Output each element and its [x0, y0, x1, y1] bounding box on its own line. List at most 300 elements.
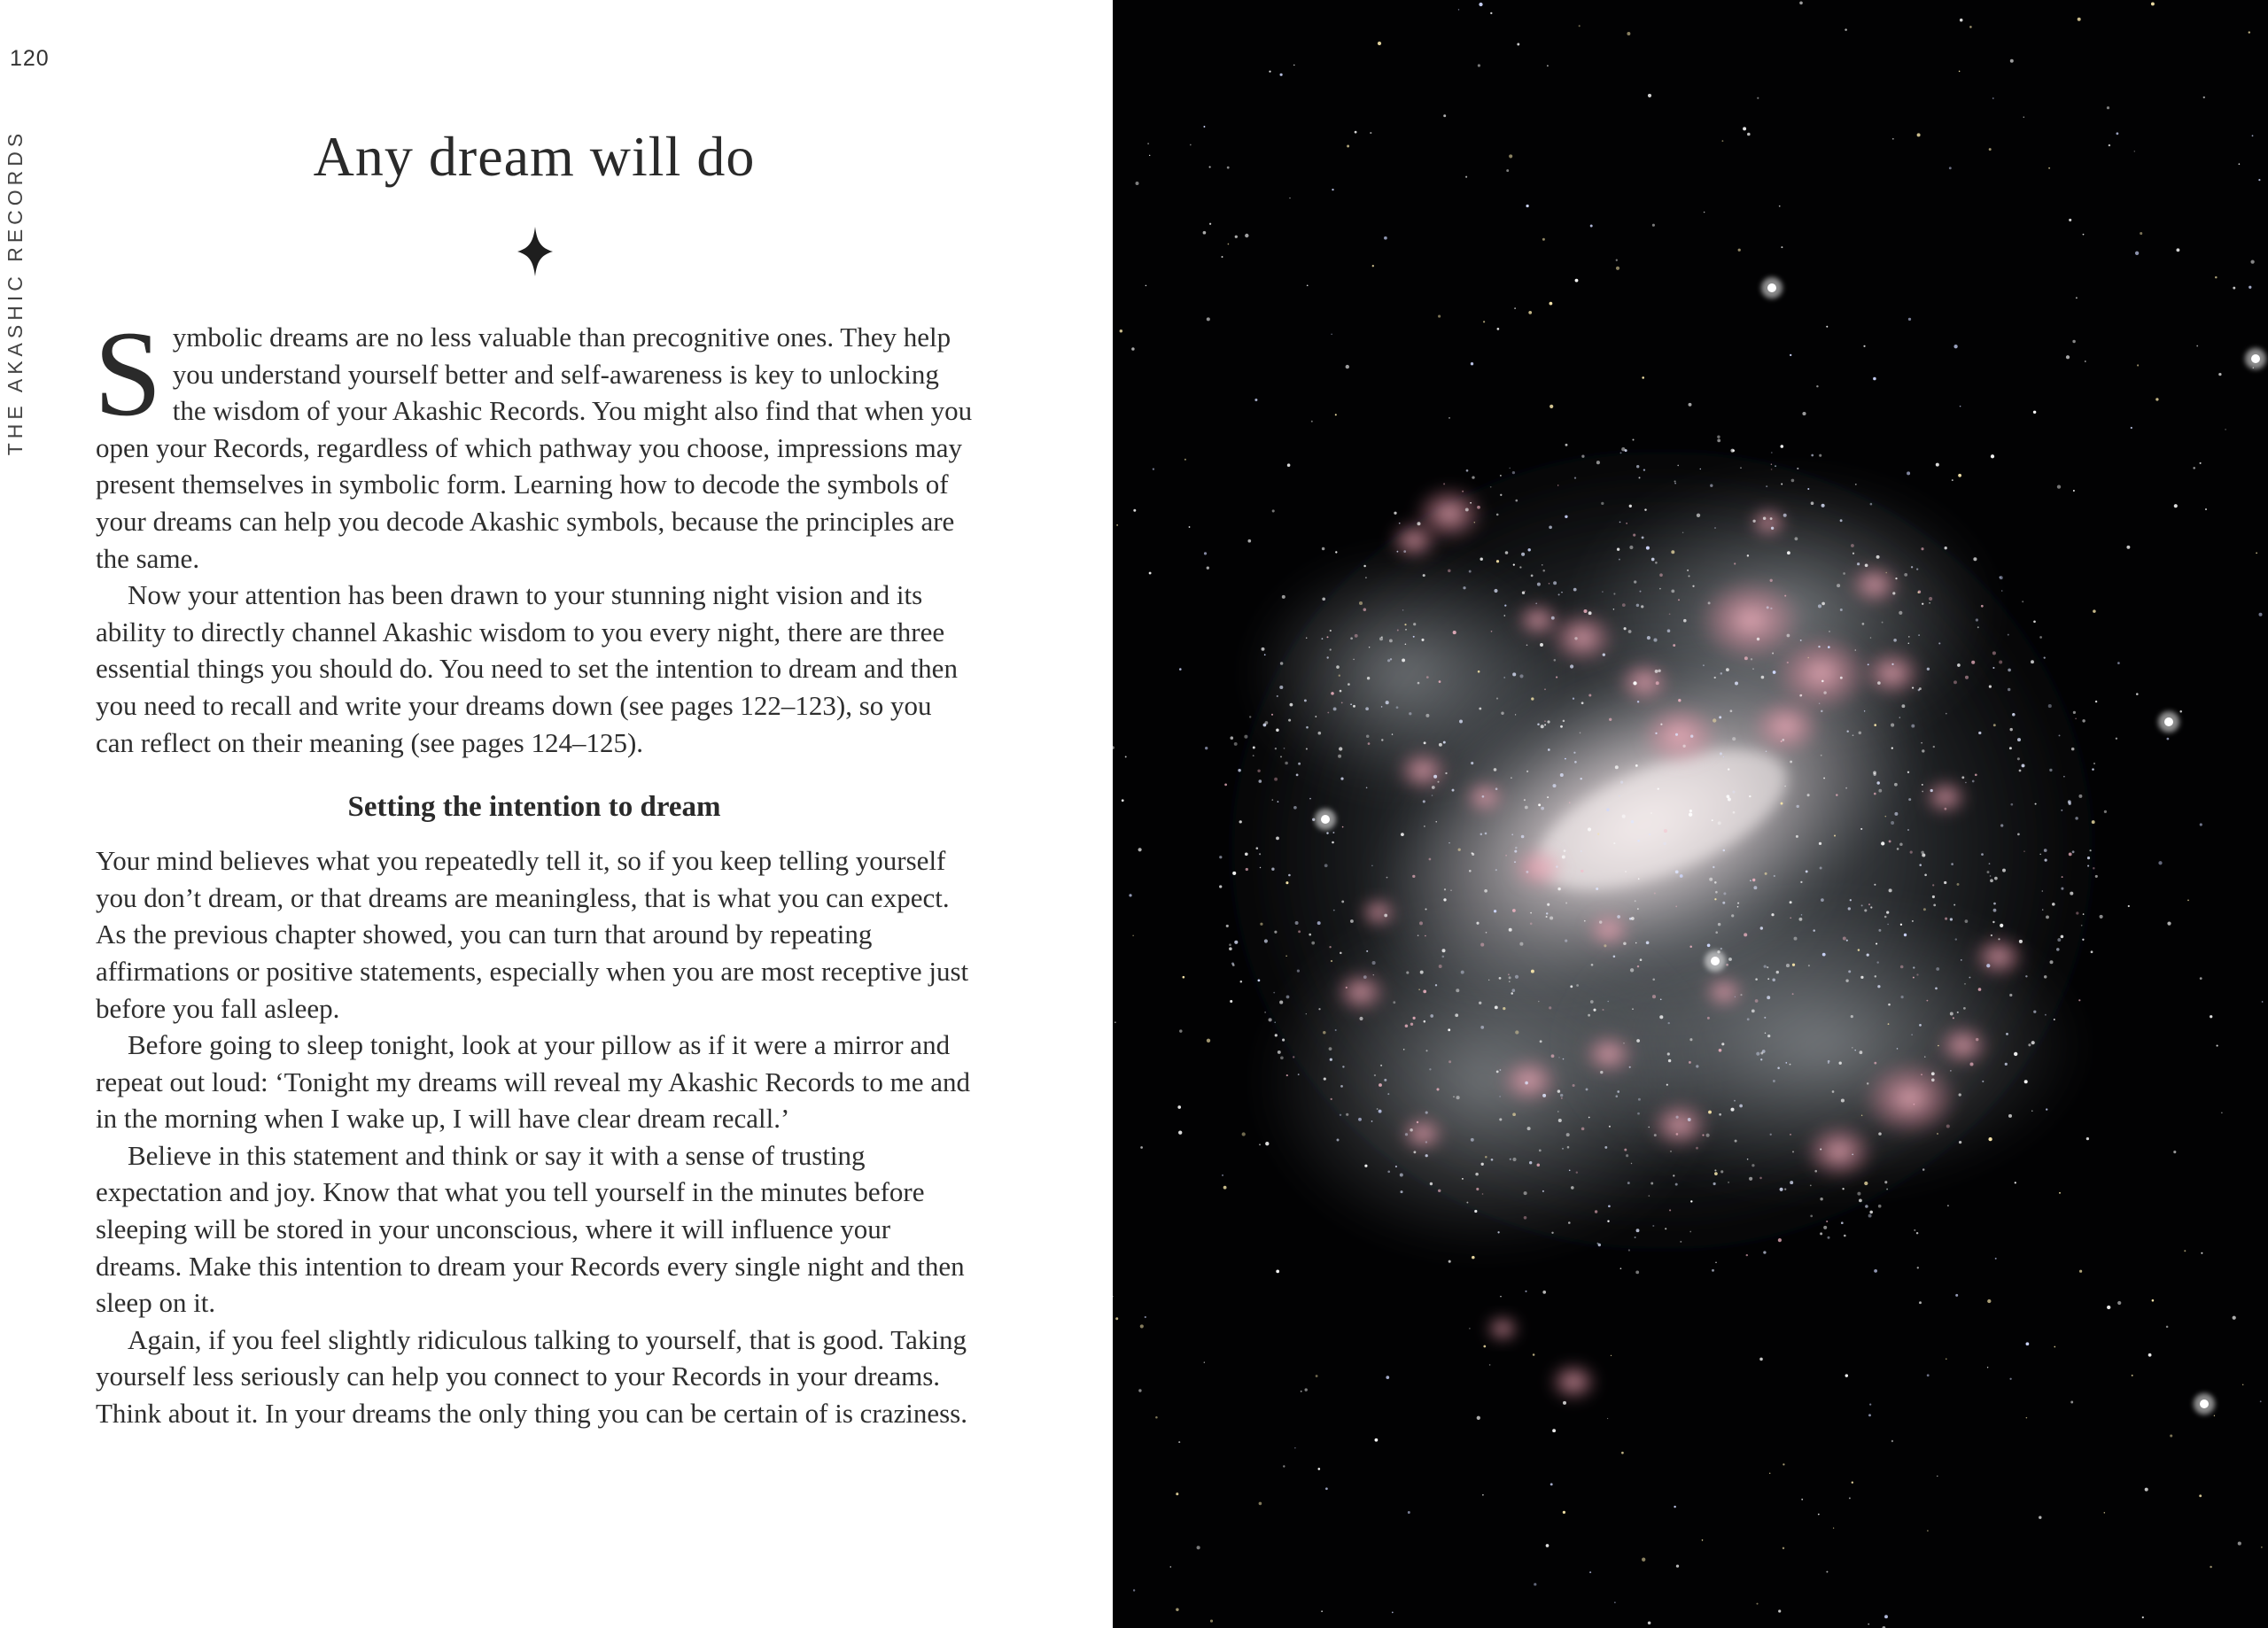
galaxy-speckle — [1737, 903, 1739, 904]
background-star — [1392, 1612, 1394, 1614]
galaxy-speckle — [1332, 832, 1334, 833]
star-forming-region — [1641, 704, 1719, 766]
galaxy-speckle — [1439, 743, 1442, 747]
galaxy-speckle — [2073, 711, 2076, 714]
background-star — [2117, 662, 2120, 664]
galaxy-speckle — [1276, 836, 1279, 840]
galaxy-speckle — [1638, 878, 1640, 880]
galaxy-speckle — [1438, 1190, 1441, 1192]
galaxy-speckle — [1359, 1017, 1363, 1020]
background-star — [1285, 881, 1288, 884]
background-star — [1138, 848, 1142, 851]
galaxy-speckle — [1586, 1088, 1588, 1090]
galaxy-speckle — [1644, 508, 1646, 510]
galaxy-speckle — [1921, 547, 1923, 550]
galaxy-speckle — [1772, 979, 1775, 982]
background-star — [1908, 636, 1910, 638]
galaxy-speckle — [1755, 978, 1758, 981]
galaxy-speckle — [1519, 566, 1521, 568]
galaxy-speckle — [1491, 631, 1493, 632]
galaxy-speckle — [1558, 1119, 1562, 1122]
background-star — [2170, 1434, 2172, 1437]
galaxy-speckle — [1673, 1174, 1674, 1176]
galaxy-speckle — [1878, 1205, 1882, 1208]
galaxy-speckle — [1987, 871, 1990, 873]
galaxy-speckle — [1581, 870, 1583, 872]
background-star — [1885, 572, 1887, 574]
galaxy-speckle — [1433, 775, 1437, 779]
galaxy-speckle — [1718, 821, 1721, 825]
galaxy-speckle — [1590, 1000, 1594, 1004]
galaxy-speckle — [1465, 508, 1469, 511]
galaxy-speckle — [1932, 884, 1934, 886]
galaxy-speckle — [1728, 1182, 1729, 1183]
galaxy-speckle — [1715, 931, 1718, 934]
galaxy-speckle — [1800, 640, 1802, 641]
galaxy-speckle — [1456, 1096, 1460, 1099]
galaxy-speckle — [1652, 1225, 1654, 1227]
galaxy-speckle — [2078, 999, 2080, 1001]
galaxy-speckle — [1749, 795, 1751, 797]
galaxy-speckle — [1405, 629, 1407, 631]
galaxy-speckle — [2090, 849, 2092, 851]
galaxy-speckle — [2069, 852, 2072, 856]
paragraph-6: Again, if you feel slightly ridiculous talking to yourself, that is good. Taking yourself less seriously can help you connect to your Records in your dreams. Think about it. In your dreams the only thing you can be certain of is craziness. — [96, 1323, 967, 1430]
galaxy-speckle — [1959, 1141, 1961, 1143]
background-star — [1262, 647, 1265, 651]
background-star — [1908, 318, 1911, 321]
background-star — [1178, 1441, 1180, 1443]
background-star — [1891, 747, 1893, 748]
galaxy-speckle — [1239, 820, 1242, 823]
galaxy-speckle — [1495, 787, 1498, 790]
background-star — [1589, 1571, 1591, 1573]
galaxy-speckle — [1717, 439, 1720, 443]
galaxy-speckle — [1497, 1231, 1499, 1233]
galaxy-speckle — [1293, 1056, 1294, 1058]
background-star — [1620, 1268, 1622, 1269]
galaxy-speckle — [1425, 714, 1429, 717]
background-star — [1184, 459, 1186, 461]
galaxy-speckle — [1542, 570, 1545, 572]
background-star — [1987, 1299, 1991, 1303]
galaxy-speckle — [1810, 1215, 1813, 1218]
galaxy-speckle — [1426, 676, 1429, 678]
galaxy-speckle — [1584, 920, 1586, 922]
galaxy-speckle — [1992, 667, 1994, 669]
background-star — [1542, 238, 1545, 241]
galaxy-speckle — [1562, 856, 1565, 859]
background-star — [1735, 996, 1736, 997]
galaxy-speckle — [1728, 957, 1732, 961]
background-star — [1418, 988, 1419, 989]
background-star — [2002, 869, 2006, 872]
background-star — [1606, 808, 1609, 810]
galaxy-speckle — [1480, 833, 1483, 836]
galaxy-speckle — [1569, 802, 1571, 803]
background-star — [1989, 148, 1992, 151]
background-star — [1436, 821, 1437, 822]
background-star — [1230, 1000, 1232, 1003]
background-star — [2238, 1542, 2241, 1546]
background-star — [1209, 223, 1211, 225]
galaxy-speckle — [1703, 664, 1705, 666]
galaxy-speckle — [2087, 865, 2089, 867]
background-star — [1816, 385, 1818, 387]
background-star — [1375, 1438, 1379, 1442]
background-star — [1205, 747, 1208, 749]
galaxy-speckle — [1632, 438, 1634, 440]
background-star — [1469, 1328, 1470, 1329]
galaxy-speckle — [1895, 578, 1897, 579]
background-star — [1335, 414, 1337, 415]
background-star — [1274, 931, 1277, 934]
galaxy-speckle — [1914, 1104, 1915, 1105]
galaxy-speckle — [1389, 639, 1393, 642]
galaxy-speckle — [1918, 634, 1920, 636]
galaxy-speckle — [2008, 634, 2009, 636]
galaxy-speckle — [1770, 517, 1773, 520]
galaxy-speckle — [1396, 706, 1399, 709]
background-star — [1503, 1007, 1505, 1010]
background-star — [1634, 580, 1636, 583]
galaxy-speckle — [1494, 589, 1497, 593]
galaxy-speckle — [1595, 1210, 1597, 1213]
galaxy-speckle — [1279, 1001, 1283, 1004]
background-star — [2009, 728, 2012, 731]
background-star — [1769, 1473, 1770, 1474]
galaxy-speckle — [1554, 659, 1557, 662]
galaxy-speckle — [1368, 742, 1371, 745]
background-star — [1723, 756, 1724, 757]
galaxy-speckle — [1911, 566, 1913, 568]
galaxy-speckle — [1342, 826, 1344, 828]
background-star — [1531, 697, 1534, 700]
galaxy-speckle — [1796, 835, 1798, 838]
galaxy-speckle — [1794, 937, 1798, 941]
galaxy-speckle — [2009, 747, 2012, 749]
galaxy-speckle — [1818, 604, 1821, 608]
galaxy-speckle — [1783, 514, 1787, 517]
galaxy-speckle — [1851, 1015, 1853, 1018]
galaxy-speckle — [1922, 603, 1923, 605]
background-star — [1986, 964, 1990, 967]
star-forming-region — [1359, 896, 1398, 927]
background-star — [1479, 3, 1482, 6]
background-star — [1779, 205, 1781, 207]
background-star — [1483, 1345, 1486, 1348]
background-star — [1689, 813, 1692, 817]
galaxy-speckle — [1993, 909, 1997, 912]
galaxy-speckle — [1675, 1183, 1678, 1186]
background-star — [1834, 835, 1836, 837]
galaxy-speckle — [2063, 776, 2065, 778]
galaxy-speckle — [1626, 523, 1627, 524]
galaxy-speckle — [1775, 465, 1776, 467]
galaxy-speckle — [1544, 688, 1546, 690]
galaxy-speckle — [1633, 534, 1635, 537]
galaxy-speckle — [1708, 601, 1711, 604]
background-star — [1852, 1482, 1853, 1484]
galaxy-speckle — [1413, 1151, 1416, 1153]
galaxy-speckle — [1511, 833, 1513, 835]
background-star — [1176, 1608, 1178, 1610]
galaxy-speckle — [1792, 1151, 1794, 1152]
background-star — [2010, 59, 2014, 63]
galaxy-speckle — [1340, 690, 1342, 693]
galaxy-speckle — [1640, 958, 1643, 961]
galaxy-speckle — [1304, 699, 1307, 702]
background-star — [1470, 502, 1472, 504]
background-star — [2107, 1306, 2110, 1309]
star-forming-region — [1499, 1057, 1559, 1105]
galaxy-speckle — [1950, 918, 1953, 920]
galaxy-speckle — [1525, 1081, 1528, 1085]
galaxy-speckle — [1381, 739, 1383, 740]
galaxy-speckle — [1581, 1128, 1585, 1131]
galaxy-speckle — [1839, 1062, 1842, 1065]
galaxy-speckle — [1490, 486, 1492, 488]
star-forming-region — [1937, 1024, 1990, 1066]
galaxy-speckle — [1813, 929, 1815, 932]
galaxy-speckle — [1922, 1168, 1925, 1171]
background-star — [1115, 1317, 1118, 1320]
background-star — [1526, 205, 1528, 207]
paragraph-2: Now your attention has been drawn to your stunning night vision and its ability to directly channel Akashic wisdom to you every night, there are three essential things you should do. You need to set the intention to dream and then you need to recall and write your dreams down (see pages 122–123), so you can reflect on their meaning (see pages 124–125). — [96, 579, 958, 758]
background-star — [1408, 1511, 1410, 1514]
galaxy-speckle — [1576, 1171, 1578, 1173]
galaxy-speckle — [1329, 946, 1331, 948]
galaxy-speckle — [1957, 663, 1961, 667]
galaxy-speckle — [1828, 1237, 1830, 1239]
background-star — [1949, 167, 1952, 169]
background-star — [2104, 1512, 2105, 1513]
star-forming-region — [1650, 1101, 1710, 1149]
background-star — [1133, 509, 1136, 512]
background-star — [1287, 463, 1291, 467]
galaxy-speckle — [1867, 953, 1869, 956]
galaxy-speckle — [1773, 1080, 1775, 1082]
galaxy-speckle — [1840, 519, 1843, 522]
background-star — [1919, 1301, 1922, 1304]
galaxy-speckle — [1635, 1271, 1639, 1275]
galaxy-speckle — [1330, 630, 1332, 632]
background-star — [1783, 1547, 1784, 1549]
galaxy-speckle — [1224, 784, 1227, 787]
background-star — [2078, 18, 2081, 21]
background-star — [1778, 1609, 1781, 1612]
galaxy-speckle — [1290, 703, 1293, 707]
galaxy-speckle — [1792, 993, 1794, 995]
galaxy-speckle — [1975, 773, 1977, 776]
galaxy-speckle — [1615, 765, 1619, 769]
galaxy-speckle — [1514, 861, 1516, 863]
background-star — [2048, 167, 2050, 169]
background-star — [1757, 97, 1759, 99]
background-star — [1937, 1133, 1938, 1135]
background-star — [1987, 1367, 1988, 1368]
galaxy-speckle — [2087, 857, 2090, 859]
galaxy-speckle — [1897, 1048, 1899, 1050]
galaxy-speckle — [1774, 875, 1775, 877]
galaxy-speckle — [1781, 484, 1783, 485]
galaxy-speckle — [1495, 869, 1497, 871]
galaxy-speckle — [1542, 1094, 1546, 1097]
galaxy-speckle — [1374, 1074, 1376, 1076]
galaxy-speckle — [1780, 1188, 1783, 1191]
background-star — [1370, 132, 1371, 134]
background-star — [1176, 1492, 1178, 1495]
background-star — [1897, 848, 1899, 850]
galaxy-speckle — [1306, 638, 1307, 639]
background-star — [2031, 1041, 2035, 1044]
background-star — [1929, 602, 1930, 604]
background-star — [1826, 326, 1828, 328]
galaxy-speckle — [2062, 876, 2063, 878]
galaxy-speckle — [1515, 847, 1518, 849]
galaxy-speckle — [1537, 583, 1541, 586]
galaxy-speckle — [1930, 789, 1933, 792]
galaxy-speckle — [2091, 950, 2093, 953]
background-star — [1631, 917, 1635, 920]
background-star — [1209, 167, 1211, 168]
galaxy-speckle — [1588, 1117, 1590, 1119]
galaxy-speckle — [1322, 597, 1325, 601]
galaxy-speckle — [1570, 985, 1573, 988]
galaxy-speckle — [1766, 485, 1767, 487]
galaxy-speckle — [1622, 603, 1626, 607]
background-star — [1715, 891, 1718, 894]
galaxy-speckle — [1767, 996, 1770, 999]
galaxy-speckle — [1509, 976, 1511, 979]
galaxy-speckle — [1763, 516, 1766, 519]
background-star — [1301, 1391, 1302, 1392]
background-star — [1514, 307, 1516, 309]
galaxy-speckle — [2045, 859, 2047, 862]
galaxy-speckle — [1463, 586, 1465, 589]
background-star — [1335, 1029, 1337, 1031]
background-star — [1608, 1205, 1611, 1207]
paragraph-1 — [94, 306, 973, 577]
background-star — [1597, 833, 1599, 835]
galaxy-speckle — [1551, 1232, 1553, 1234]
galaxy-speckle — [1429, 1068, 1431, 1070]
galaxy-speckle — [1972, 780, 1975, 783]
galaxy-speckle — [1689, 1061, 1691, 1064]
galaxy-speckle — [1709, 878, 1713, 881]
galaxy-speckle — [1848, 970, 1851, 973]
galaxy-speckle — [2061, 810, 2062, 811]
galaxy-speckle — [1632, 1008, 1634, 1010]
background-star — [1575, 279, 1579, 283]
background-star — [1254, 399, 1257, 401]
galaxy-speckle — [1568, 1221, 1571, 1224]
background-star — [1336, 665, 1340, 669]
background-star — [1823, 1226, 1827, 1229]
galaxy-speckle — [1525, 591, 1526, 592]
background-star — [1522, 592, 1525, 594]
galaxy-speckle — [1921, 742, 1922, 744]
background-star — [1642, 376, 1644, 379]
galaxy-speckle — [1337, 1139, 1340, 1142]
galaxy-speckle — [1971, 661, 1975, 664]
galaxy-speckle — [1505, 855, 1507, 857]
background-star — [1992, 97, 1994, 99]
galaxy-speckle — [1781, 740, 1783, 742]
background-star — [1500, 475, 1502, 477]
galaxy-speckle — [1256, 847, 1259, 849]
galaxy-speckle — [1667, 1022, 1669, 1024]
galaxy-speckle — [1678, 599, 1680, 601]
galaxy-speckle — [1843, 937, 1846, 941]
galaxy-speckle — [1400, 1190, 1402, 1193]
galaxy-speckle — [1379, 1083, 1382, 1087]
background-star — [1964, 983, 1965, 984]
galaxy-speckle — [2046, 915, 2049, 919]
paragraph-5: Believe in this statement and think or say it with a sense of trusting expectation and joy. Know that what you tell yourself in the minutes before sleeping will be stored in your unconscious, where it will influence your dreams. Make this intention to dream your Records every single night and then sleep on it. — [96, 1139, 965, 1319]
background-star — [1938, 1045, 1939, 1047]
background-star — [1616, 267, 1619, 270]
galaxy-speckle — [1688, 575, 1689, 577]
galaxy-speckle — [1363, 975, 1367, 979]
galaxy-speckle — [1636, 604, 1639, 607]
galaxy-speckle — [1989, 863, 1991, 864]
galaxy-speckle — [1641, 605, 1643, 608]
galaxy-speckle — [1475, 1173, 1479, 1176]
galaxy-speckle — [1484, 889, 1487, 893]
galaxy-speckle — [1466, 1202, 1468, 1204]
background-star — [1120, 329, 1122, 332]
galaxy-speckle — [1674, 480, 1676, 482]
galaxy-speckle — [1823, 691, 1826, 694]
galaxy-speckle — [1363, 565, 1366, 568]
background-star — [1818, 1514, 1820, 1516]
galaxy-speckle — [1762, 1050, 1766, 1053]
background-star — [1223, 1186, 1227, 1190]
galaxy-speckle — [1713, 1182, 1716, 1185]
background-star — [1875, 975, 1876, 977]
background-star — [1524, 799, 1526, 801]
galaxy-speckle — [1719, 1113, 1721, 1116]
galaxy-speckle — [1511, 777, 1512, 779]
background-star — [1122, 799, 1124, 802]
background-star — [2137, 364, 2139, 366]
galaxy-speckle — [1766, 751, 1767, 753]
galaxy-speckle — [2006, 1033, 2008, 1035]
background-star — [1322, 547, 1325, 551]
galaxy-speckle — [1998, 938, 2000, 940]
background-star — [1738, 249, 1741, 252]
background-star — [1802, 412, 1806, 415]
background-star — [2015, 1182, 2016, 1183]
galaxy-speckle — [1514, 850, 1517, 853]
background-star — [2233, 287, 2235, 290]
background-star — [2026, 1417, 2028, 1419]
background-star — [1631, 1163, 1632, 1164]
background-star — [1707, 943, 1711, 947]
galaxy-speckle — [1829, 631, 1830, 632]
galaxy-speckle — [1764, 1017, 1766, 1019]
galaxy-speckle — [1819, 703, 1820, 704]
galaxy-speckle — [1639, 477, 1641, 478]
background-star — [1855, 649, 1857, 651]
galaxy-speckle — [1899, 842, 1903, 846]
galaxy-speckle — [1894, 812, 1898, 816]
background-star — [1635, 764, 1638, 767]
galaxy-speckle — [1771, 469, 1773, 470]
galaxy-speckle — [1651, 812, 1652, 814]
galaxy-speckle — [1604, 1146, 1607, 1149]
